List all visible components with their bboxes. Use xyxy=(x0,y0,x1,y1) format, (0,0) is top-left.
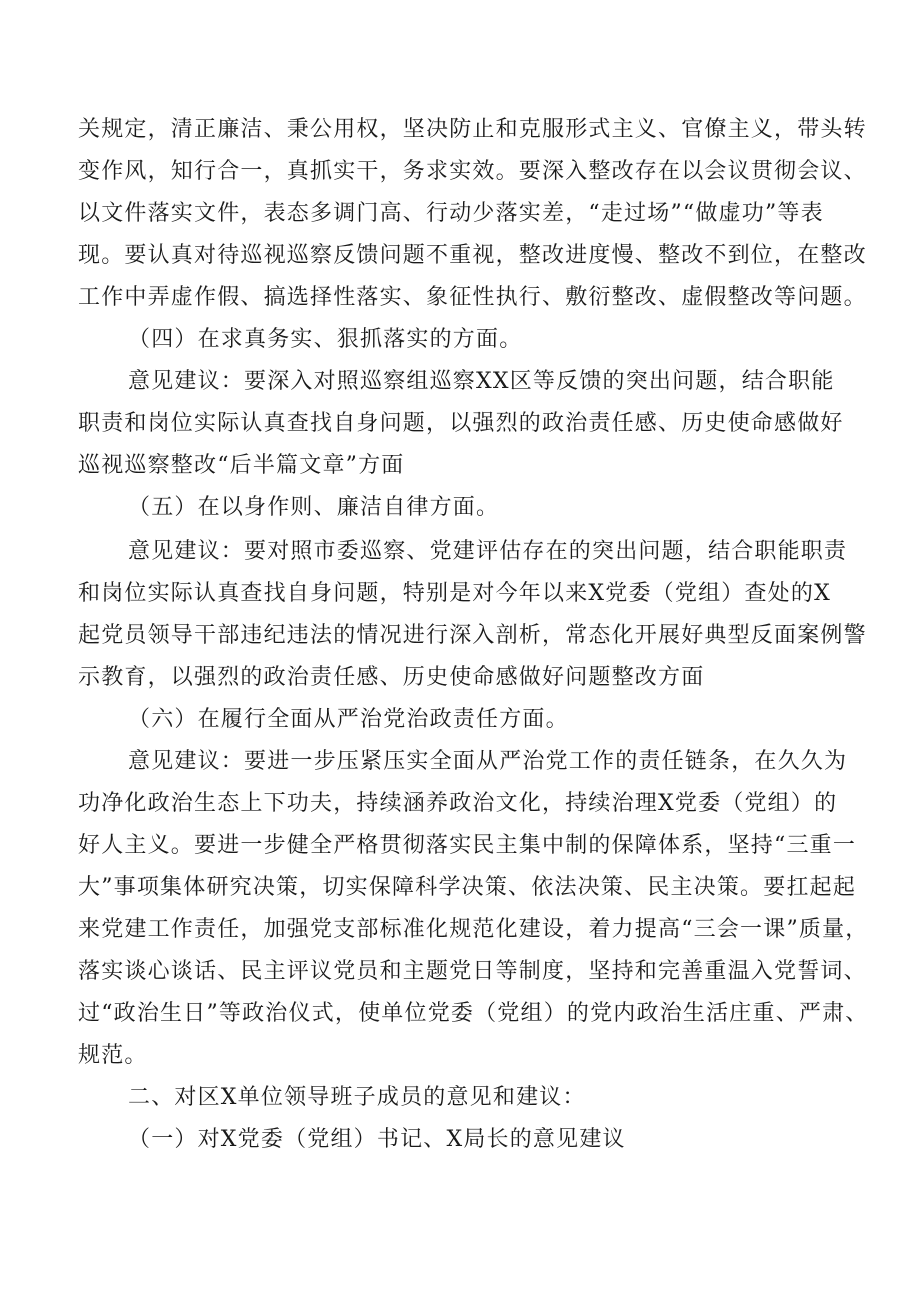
body-line-22: 过“政治生日”等政治仪式，使单位党委（党组）的党内政治生活庄重、严肃、 xyxy=(78,1001,869,1026)
body-line-16: 意见建议：要进一步压紧压实全面从严治党工作的责任链条，在久久为 xyxy=(128,749,848,774)
section-heading-5: （五）在以身作则、廉洁自律方面。 xyxy=(128,495,500,520)
body-line-21: 落实谈心谈话、民主评议党员和主题党日等制度，坚持和完善重温入党誓词、 xyxy=(78,959,867,984)
body-line-5: 工作中弄虚作假、搞选择性落实、象征性执行、敷衍整改、虚假整改等问题。 xyxy=(78,285,867,310)
body-line-8: 职责和岗位实际认真查找自身问题，以强烈的政治责任感、历史使命感做好 xyxy=(78,411,844,436)
part-heading-2: 二、对区X单位领导班子成员的意见和建议： xyxy=(128,1085,586,1110)
body-line-20: 来党建工作责任，加强党支部标准化规范化建设，着力提高“三会一课”质量， xyxy=(78,917,869,942)
body-line-3: 以文件落实文件，表态多调门高、行动少落实差，“走过场”“做虚功”等表 xyxy=(78,201,824,226)
body-line-2: 变作风，知行合一，真抓实干，务求实效。要深入整改存在以会议贯彻会议、 xyxy=(78,159,867,184)
body-line-23: 规范。 xyxy=(78,1043,148,1068)
body-line-9: 巡视巡察整改“后半篇文章”方面 xyxy=(78,453,405,478)
body-line-14: 示教育，以强烈的政治责任感、历史使命感做好问题整改方面 xyxy=(78,665,705,690)
body-line-1: 关规定，清正廉洁、秉公用权，坚决防止和克服形式主义、官僚主义，带头转 xyxy=(78,117,867,142)
body-line-4: 现。要认真对待巡视巡察反馈问题不重视，整改进度慢、整改不到位，在整改 xyxy=(78,243,867,268)
subsection-heading-1: （一）对X党委（党组）书记、X局长的意见建议 xyxy=(128,1127,626,1152)
section-heading-6: （六）在履行全面从严治党治政责任方面。 xyxy=(128,707,569,732)
body-line-19: 大”事项集体研究决策，切实保障科学决策、依法决策、民主决策。要扛起起 xyxy=(78,875,857,900)
body-line-11: 意见建议：要对照市委巡察、党建评估存在的突出问题，结合职能职责 xyxy=(128,539,848,564)
body-line-13: 起党员领导干部违纪违法的情况进行深入剖析，常态化开展好典型反面案例警 xyxy=(78,623,867,648)
body-line-18: 好人主义。要进一步健全严格贯彻落实民主集中制的保障体系，坚持“三重一 xyxy=(78,833,857,858)
body-line-17: 功净化政治生态上下功夫，持续涵养政治文化，持续治理X党委（党组）的 xyxy=(78,791,838,816)
body-line-7: 意见建议：要深入对照巡察组巡察XX区等反馈的突出问题，结合职能 xyxy=(128,369,835,394)
section-heading-4: （四）在求真务实、狠抓落实的方面。 xyxy=(128,327,523,352)
body-line-12: 和岗位实际认真查找自身问题，特别是对今年以来X党委（党组）查处的X xyxy=(78,581,831,606)
